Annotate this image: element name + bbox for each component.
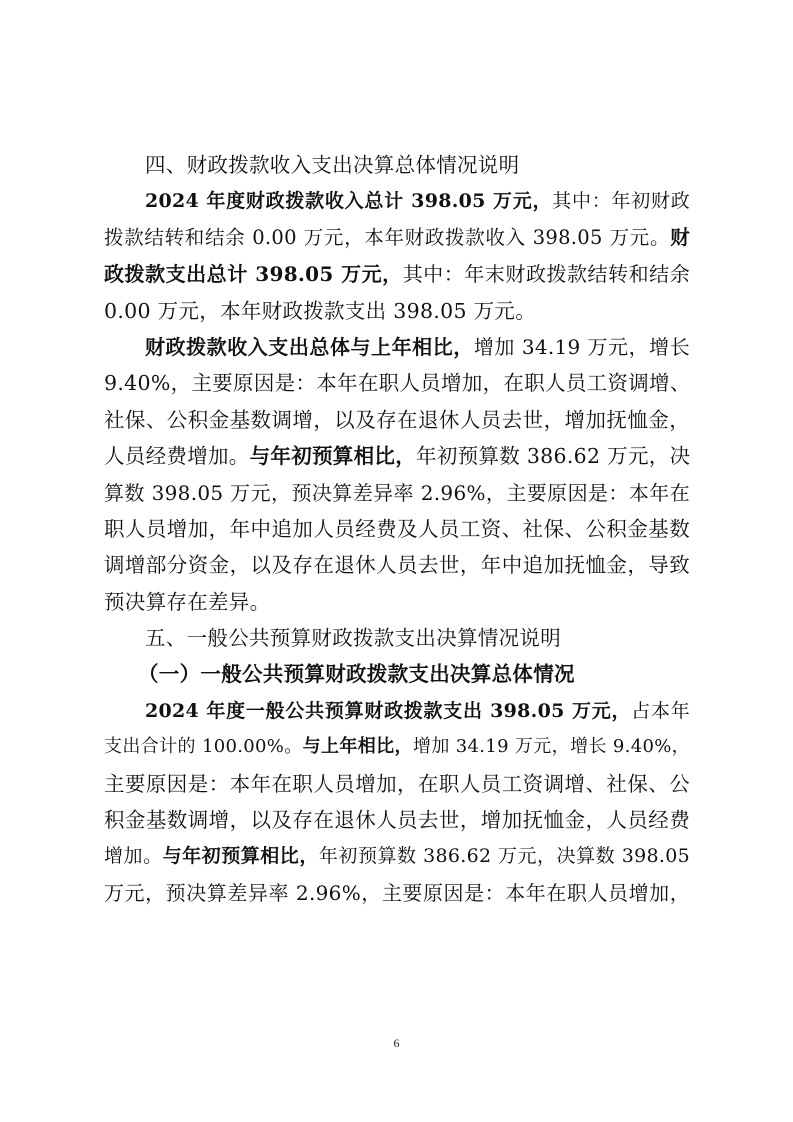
- s4-p2-line-6: 职人员增加，年中追加人员经费及人员工资、社保、公积金基数: [104, 516, 690, 541]
- s4-p2-bold-text: 与年初预算相比，: [249, 444, 417, 469]
- section-heading-4: 四、财政拨款收入支出决算总体情况说明: [145, 153, 520, 177]
- s5-p1-line-3: 主要原因是：本年在职人员增加，在职人员工资调增、社保、公: [104, 771, 690, 796]
- page-content: [104, 147, 690, 911]
- s4-p1-text: 拨款结转和结余 0.00 万元，本年财政拨款收入 398.05 万元。: [104, 225, 671, 249]
- s4-p2-text: 年初预算数 386.62 万元，决: [416, 444, 691, 469]
- s5-p1-text: 增加 34.19 万元，增长 9.40%，: [412, 736, 690, 758]
- s5-p1-bold-text: 与上年相比，: [302, 736, 413, 758]
- section-heading-5: 五、一般公共预算财政拨款支出决算情况说明: [145, 626, 561, 651]
- s4-p2-line-3: 社保、公积金基数调增，以及存在退休人员去世，增加抚恤金，: [104, 407, 690, 432]
- s4-p1-bold-text: 政拨款支出总计 398.05 万元，: [104, 262, 403, 287]
- s4-p2-line-8: 预决算存在差异。: [104, 589, 271, 614]
- s5-p1-bold-text: 与年初预算相比，: [162, 845, 319, 868]
- s4-p1-line-3: [104, 256, 690, 292]
- s5-p1-line-5: [104, 838, 690, 874]
- s4-p2-line-2: 9.40%，主要原因是：本年在职人员增加，在职人员工资调增、: [104, 371, 691, 396]
- s4-p2-text: 增加 34.19 万元，增长: [473, 334, 690, 359]
- s5-p1-text: 年初预算数 386.62 万元，决算数 398.05: [318, 845, 691, 868]
- s4-p1-text: 其中：年初财政: [552, 190, 690, 213]
- s5-p1-line-6: 万元，预决算差异率 2.96%，主要原因是：本年在职人员增加，: [104, 880, 690, 905]
- s4-p1-line-4: 0.00 万元，本年财政拨款支出 398.05 万元。: [104, 298, 537, 323]
- s4-p2-line-5: 算数 398.05 万元，预决算差异率 2.96%，主要原因是：本年在: [104, 480, 690, 505]
- s4-p1-line-1: [104, 183, 690, 219]
- s4-p1-bold-text: 财: [670, 225, 690, 249]
- s5-p1-line-1: [104, 693, 690, 729]
- s5-p1-line-4: 积金基数调增，以及存在退休人员去世，增加抚恤金，人员经费: [104, 808, 690, 833]
- subsection-heading-5-1: （一）一般公共预算财政拨款支出决算总体情况: [138, 662, 575, 687]
- s4-p1-line-2: [104, 220, 690, 256]
- s4-p2-line-4: [104, 438, 690, 474]
- s5-p1-line-2: [104, 729, 690, 765]
- s4-p1-bold-text: 2024 年度财政拨款收入总计 398.05 万元，: [145, 190, 553, 213]
- s5-p1-text: 增加。: [104, 845, 163, 868]
- s5-p1-text: 支出合计的 100.00%。: [104, 736, 303, 758]
- s4-p2-text: 人员经费增加。: [104, 444, 250, 469]
- s4-p1-text: 其中：年末财政拨款结转和结余: [402, 262, 690, 287]
- s5-p1-text: 占本年: [631, 699, 690, 722]
- page-number: 6: [393, 1036, 400, 1050]
- s4-p2-line-7: 调增部分资金，以及存在退休人员去世，年中追加抚恤金，导致: [104, 553, 690, 578]
- s4-p2-bold-text: 财政拨款收入支出总体与上年相比，: [145, 334, 474, 359]
- s5-p1-bold-text: 2024 年度一般公共预算财政拨款支出 398.05 万元，: [145, 699, 632, 722]
- s4-p2-line-1: [104, 329, 690, 365]
